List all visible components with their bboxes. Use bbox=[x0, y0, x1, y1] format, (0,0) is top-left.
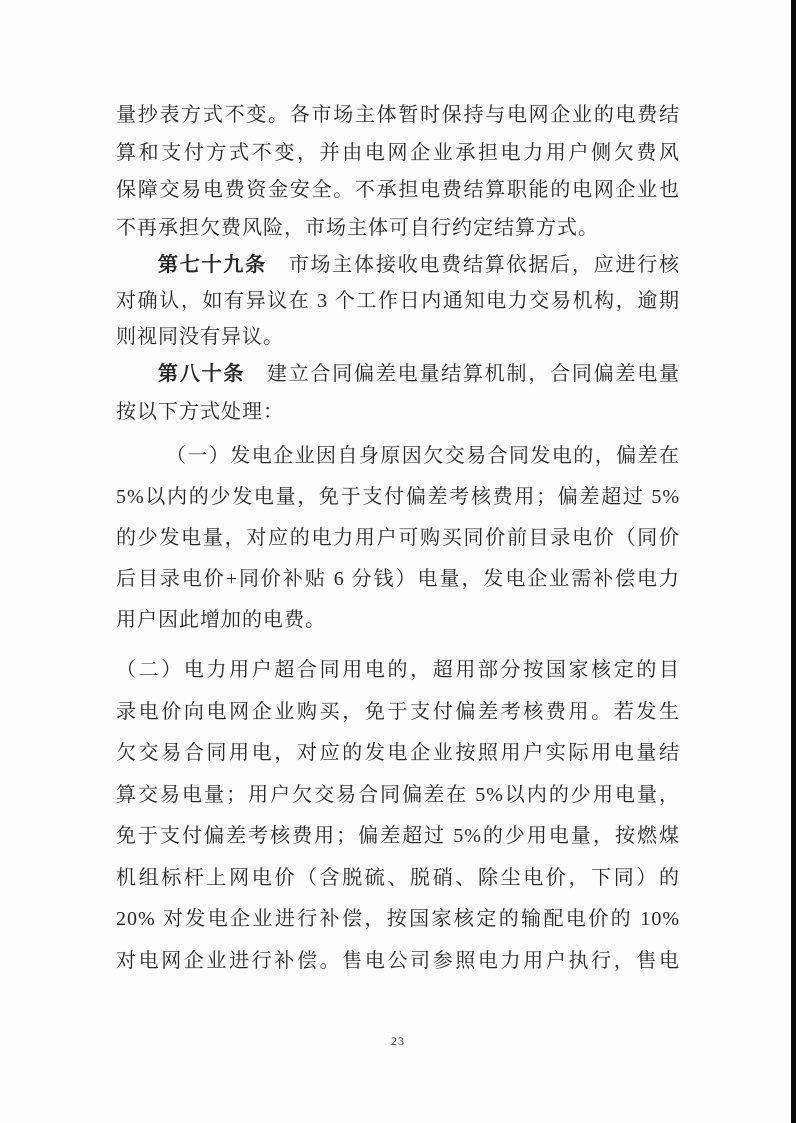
line-text: 录电价向电网企业购买，免于支付偏差考核费用。若发生 bbox=[116, 700, 680, 723]
text-line bbox=[116, 247, 680, 283]
line-text: 5%以内的少发电量，免于支付偏差考核费用；偏差超过 5% bbox=[116, 486, 680, 508]
text-line bbox=[116, 733, 680, 775]
text-line bbox=[116, 559, 680, 600]
line-text: 市场主体接收电费结算依据后，应进行核 bbox=[266, 254, 680, 276]
line-text: 20% 对发电企业进行补偿，按国家核定的输配电价的 10% bbox=[116, 908, 680, 930]
line-text: 后目录电价+同价补贴 6 分钱）电量，发电企业需补偿电力 bbox=[116, 568, 680, 590]
document-body bbox=[116, 97, 680, 982]
text-line bbox=[116, 899, 680, 941]
line-text: 用户因此增加的电费。 bbox=[116, 609, 326, 631]
text-line bbox=[116, 436, 680, 477]
line-text: 免于支付偏差考核费用；偏差超过 5%的少用电量，按燃煤 bbox=[116, 825, 680, 847]
text-line bbox=[116, 858, 680, 900]
line-text: 按以下方式处理： bbox=[116, 401, 284, 423]
line-text: 算和支付方式不变，并由电网企业承担电力用户侧欠费风 bbox=[116, 141, 680, 164]
line-text: （二）电力用户超合同用电的，超用部分按国家核定的目 bbox=[116, 659, 680, 681]
line-text: 的少发电量，对应的电力用户可购买同价前目录电价（同价 bbox=[116, 527, 680, 549]
page-number: 23 bbox=[391, 1034, 405, 1048]
text-line bbox=[116, 135, 680, 173]
text-line bbox=[116, 600, 680, 641]
article-79 bbox=[116, 247, 680, 355]
line-text: 建立合同偏差电量结算机制，合同偏差电量 bbox=[245, 363, 680, 385]
line-text: 对电网企业进行补偿。售电公司参照电力用户执行，售电 bbox=[116, 949, 680, 972]
line-text: 欠交易合同用电，对应的发电企业按照用户实际用电量结 bbox=[116, 742, 680, 764]
text-line bbox=[116, 816, 680, 858]
article-number: 第七十九条 bbox=[158, 254, 267, 276]
text-line bbox=[116, 477, 680, 518]
article-number: 第八十条 bbox=[158, 363, 246, 385]
line-text: 保障交易电费资金安全。不承担电费结算职能的电网企业也 bbox=[116, 179, 680, 201]
line-text: 机组标杆上网电价（含脱硫、脱硝、除尘电价，下同）的 bbox=[116, 866, 680, 889]
line-text: 则视同没有异议。 bbox=[116, 326, 284, 348]
item-2 bbox=[116, 650, 680, 982]
text-line bbox=[116, 319, 680, 355]
paragraph-continuation bbox=[116, 97, 680, 247]
text-line bbox=[116, 518, 680, 559]
text-line bbox=[116, 283, 680, 319]
line-text: 对确认，如有异议在 3 个工作日内通知电力交易机构，逾期 bbox=[116, 290, 680, 312]
text-line bbox=[116, 775, 680, 817]
text-line bbox=[116, 355, 680, 393]
text-line bbox=[116, 650, 680, 692]
scan-edge-artifact bbox=[791, 0, 796, 1123]
article-80 bbox=[116, 355, 680, 431]
text-line bbox=[116, 692, 680, 734]
text-line bbox=[116, 393, 680, 431]
line-text: 不再承担欠费风险，市场主体可自行约定结算方式。 bbox=[116, 216, 599, 239]
line-text: （一）发电企业因自身原因欠交易合同发电的，偏差在 bbox=[166, 445, 680, 467]
text-line bbox=[116, 97, 680, 135]
text-line bbox=[116, 172, 680, 210]
line-text: 量抄表方式不变。各市场主体暂时保持与电网企业的电费结 bbox=[116, 104, 680, 126]
text-line bbox=[116, 210, 680, 248]
text-line bbox=[116, 941, 680, 983]
line-text: 算交易电量；用户欠交易合同偏差在 5%以内的少用电量， bbox=[116, 783, 680, 806]
item-1 bbox=[116, 436, 680, 641]
